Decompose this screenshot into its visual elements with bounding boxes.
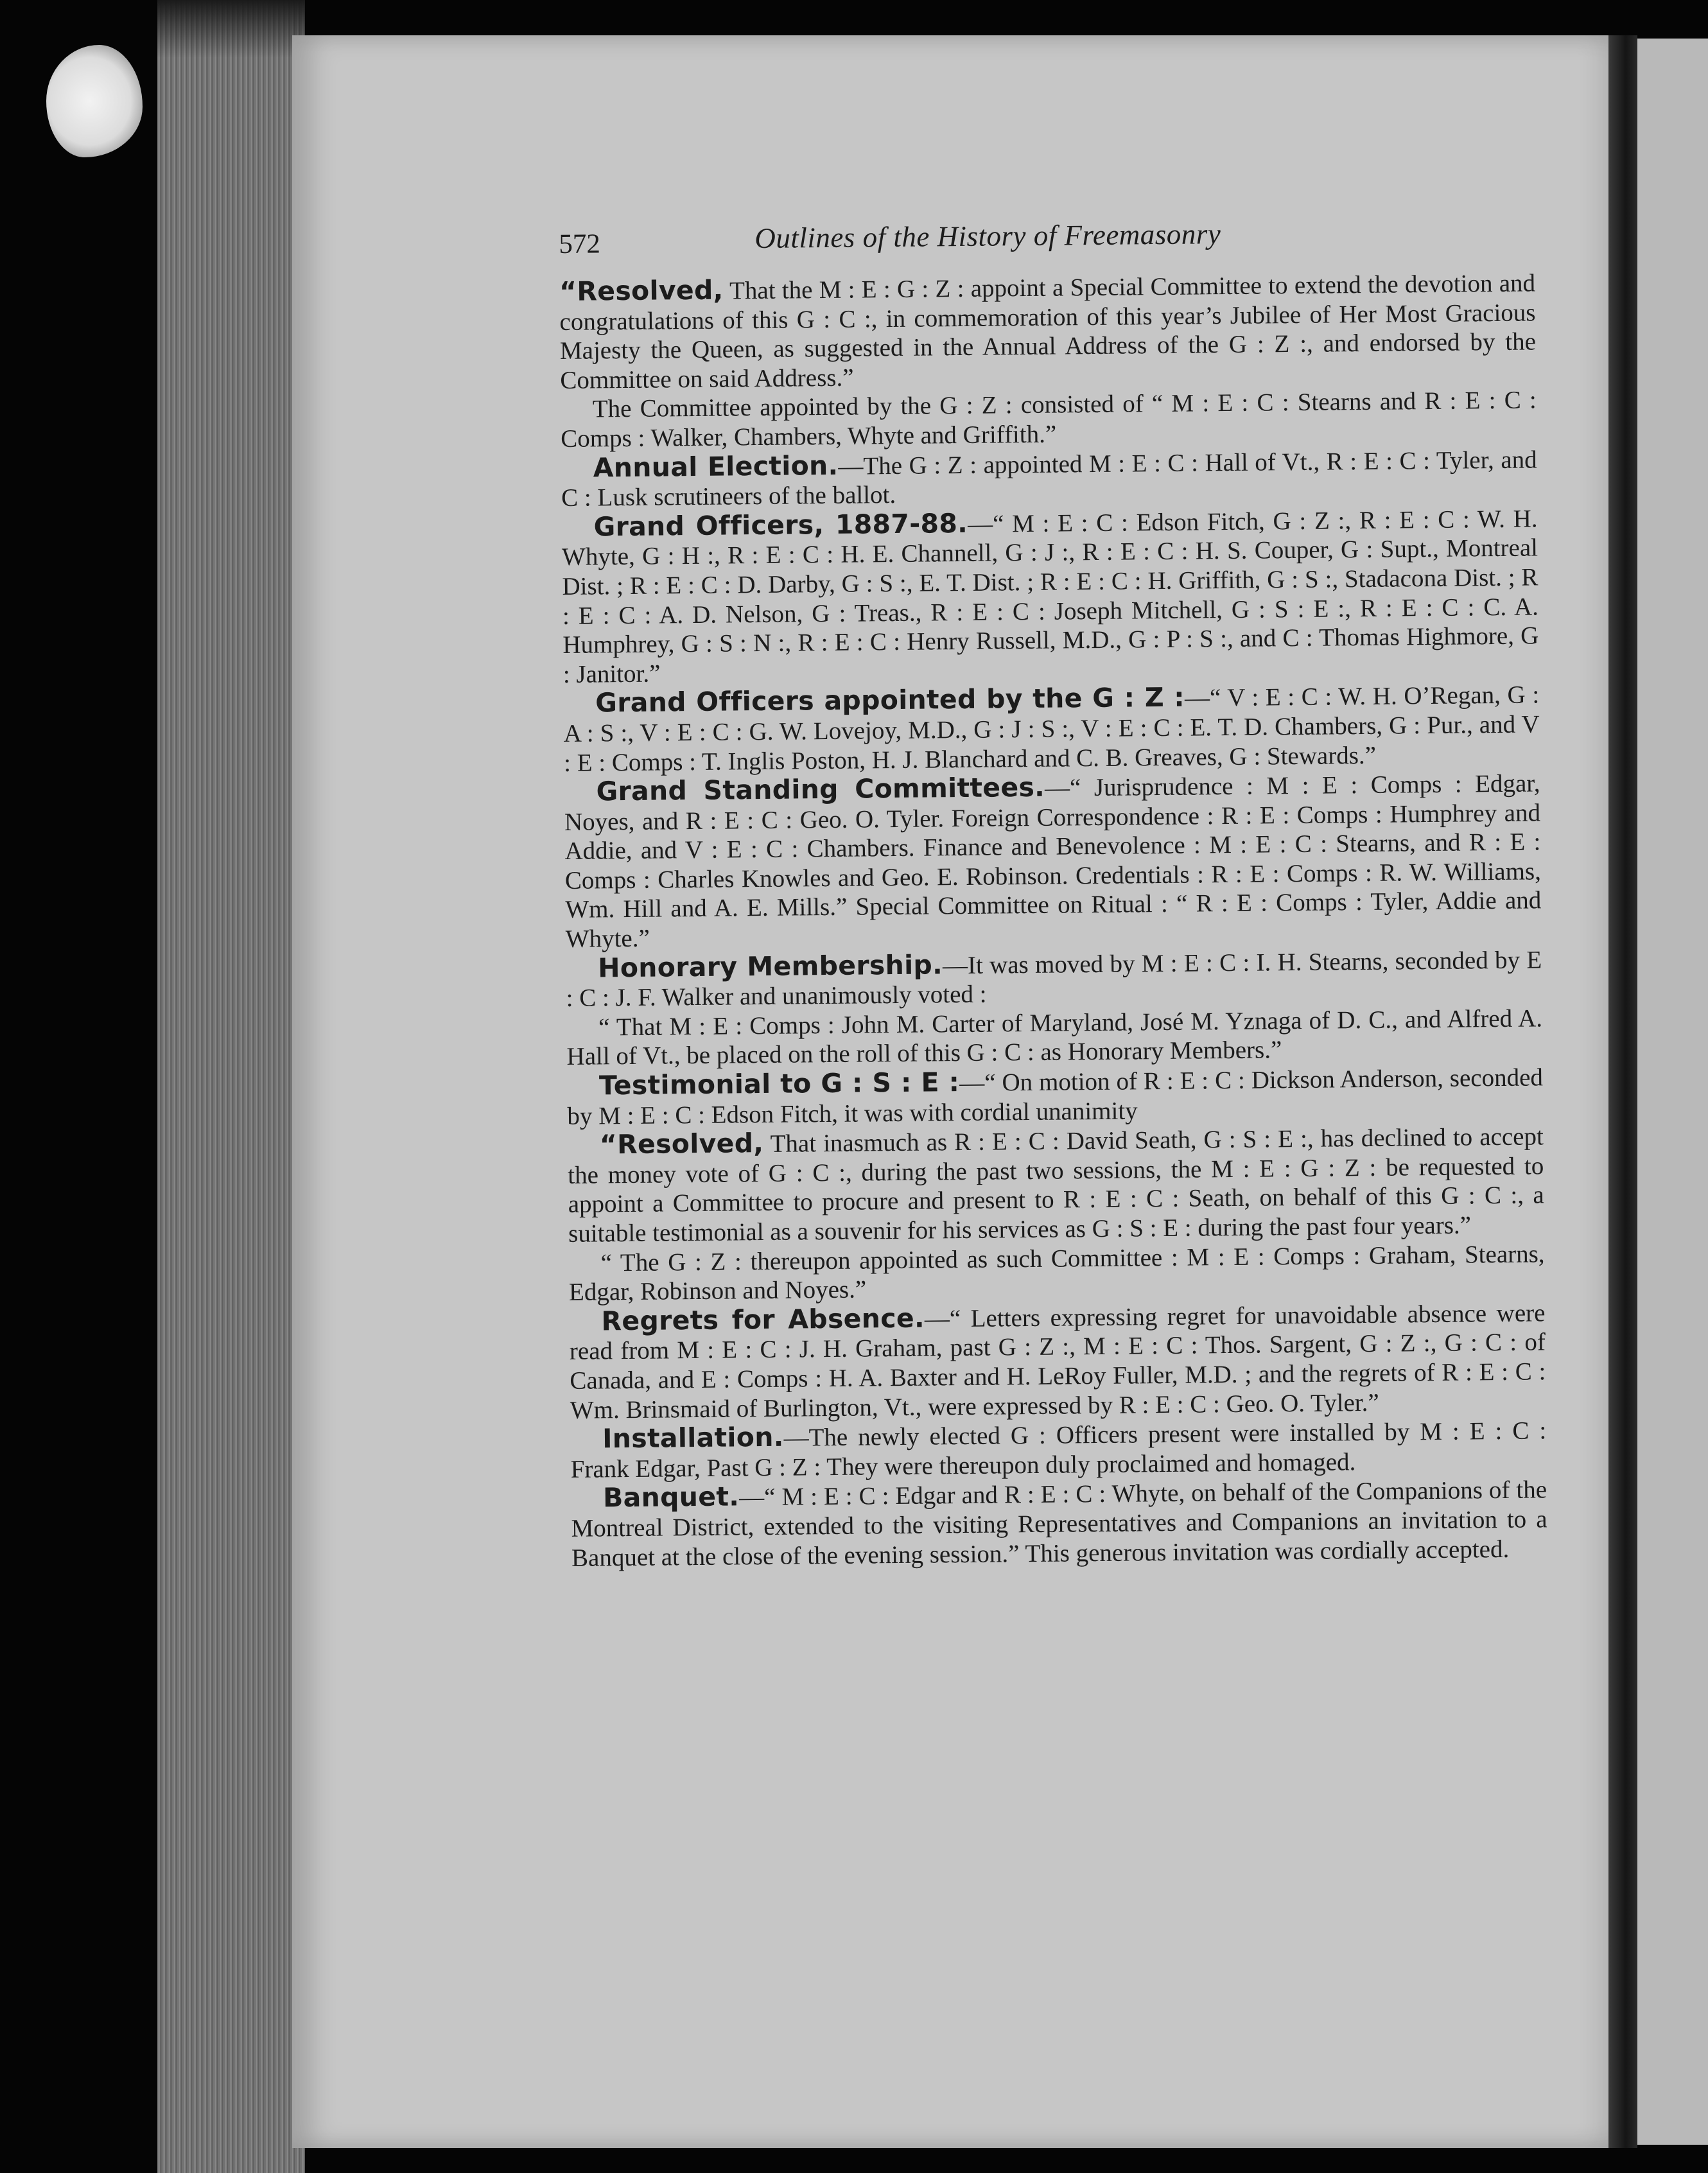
paragraph-heading: “Resolved, [599,1128,764,1160]
paragraph-testimonial [567,1062,1544,1131]
paragraph-resolved-testimonial [568,1122,1545,1249]
paragraph-heading: Grand Officers appointed by the G : Z : [595,681,1185,719]
paragraph-banquet [571,1475,1547,1573]
paragraph-text: —“ M : E : C : Edgar and R : E : C : Whyte, on behalf of the Companions of the Montreal District, extended to the visiting Representatives and Companions an invitation to a Banquet at the close of the evening session.” This generous invitation was cordially accepted. [571,1476,1547,1572]
paragraph-text: “ That M : E : Comps : John M. Carter of Maryland, José M. Yznaga of D. C., and Alfred A. Hall of Vt., be placed on the roll of this G : C : as Honorary Members.” [566,1004,1543,1071]
paragraph-text: The Committee appointed by the G : Z : consisted of “ M : E : C : Stearns and R : E : C : Comps : Walker, Chambers, Whyte and Griffith.” [561,386,1537,453]
facing-page-edge [1637,39,1708,2145]
paragraph-text: —The G : Z : appointed M : E : C : Hall of Vt., R : E : C : Tyler, and C : Lusk scrutineers of the ballot. [561,445,1537,512]
paragraph-resolved-jubilee [559,268,1537,395]
paragraph-annual-election [561,444,1538,513]
paragraph-text: “ The G : Z : thereupon appointed as such Committee : M : E : Comps : Graham, Stearns, Edgar, Robinson and Noyes.” [568,1239,1545,1307]
paragraph-text: That inasmuch as R : E : C : David Seath, G : S : E :, has declined to accept the money vote of G : C :, during the past two sessions, the M : E : G : Z : be requested to appoint a Committee to procure and present to R : E : C : Seath, on behalf of this G : C :, a suitable testimonial as a souvenir for his services as G : S : E : during the past four years.” [568,1122,1544,1248]
paragraph-heading: Testimonial to G : S : E : [598,1067,960,1101]
paper-tear-mark [46,45,143,157]
paragraph-text: —“ Jurisprudence : M : E : Comps : Edgar, Noyes, and R : E : C : Geo. O. Tyler. Foreign Correspondence : R : E : Comps : Humphrey and Addie, and V : E : C : Chambers. Finance and Benevolence : M : E : C : Stearns, and R : E : Comps : Charles Knowles and Geo. E. Robinson. Credentials : R : E : Comps : R. W. Williams, Wm. Hill and A. E. Mills.” Special Committee on Ritual : “ R : E : Comps : Tyler, Addie and Whyte.” [564,769,1542,954]
paragraph-text: —“ V : E : C : W. H. O’Regan, G : A : S :, V : E : C : G. W. Lovejoy, M.D., G : J : S :, V : E : C : E. T. D. Chambers, G : Pur., and V : E : Comps : T. Inglis Poston, H. J. Blanchard and C. B. Greaves, G : Stewards.” [563,681,1540,777]
paragraph-standing-committees [564,768,1542,954]
paragraph-text: —“ Letters expressing regret for unavoidable absence were read from M : E : C : J. H. Graham, past G : Z :, M : E : C : Thos. Sargent, G : Z :, G : C : of Canada, and E : Comps : H. A. Baxter and H. LeRoy Fuller, M.D. ; and the regrets of R : E : C : Wm. Brinsmaid of Burlington, Vt., were expressed by R : E : C : Geo. O. Tyler.” [569,1299,1546,1424]
book-gutter [1608,35,1637,2148]
paragraph-honorary-membership [566,945,1542,1013]
paragraph-heading: Honorary Membership. [597,948,943,984]
paragraph-heading: Annual Election. [593,449,839,484]
paragraph-text: —The newly elected G : Officers present were installed by M : E : C : Frank Edgar, Past G : Z : They were thereupon duly proclaimed and homaged. [570,1417,1547,1483]
paragraph-honorary-members-vote [566,1004,1543,1072]
paragraph-officers-appointed [563,680,1540,778]
page-edges-stack [157,0,305,2173]
paragraph-regrets-for-absence [569,1298,1546,1425]
page-number: 572 [559,229,601,259]
paragraph-heading: Grand Officers, 1887-88. [593,507,968,543]
paragraph-testimonial-committee [568,1239,1545,1307]
page-text-block [559,209,1547,1573]
paragraph-grand-officers [561,503,1539,689]
page-header [559,209,1535,277]
page-edges-shadow [157,0,305,58]
paragraph-installation [570,1415,1547,1484]
paragraph-committee-appointed [561,386,1537,454]
paragraph-text: That the M : E : G : Z : appoint a Special Committee to extend the devotion and congratulations of this G : C :, in commemoration of this year’s Jubilee of Her Most Gracious Majesty the Queen, as suggested in the Annual Address of the G : Z :, and endorsed by the Committee on said Address.” [559,269,1537,394]
paragraph-heading: Regrets for Absence. [601,1302,925,1337]
paragraph-heading: Installation. [602,1421,784,1454]
paragraph-heading: Banquet. [602,1481,740,1514]
paragraph-text: —It was moved by M : E : C : I. H. Stearns, seconded by E : C : J. F. Walker and unanimously voted : [566,946,1542,1013]
running-title: Outlines of the History of Freemasonry [754,218,1221,255]
paragraph-heading: “Resolved, [559,274,724,307]
paragraph-heading: Grand Standing Committees. [596,771,1045,807]
paragraph-text: —“ On motion of R : E : C : Dickson Anderson, seconded by M : E : C : Edson Fitch, it was with cordial unanimity [567,1063,1544,1130]
paragraph-text: —“ M : E : C : Edson Fitch, G : Z :, R : E : C : W. H. Whyte, G : H :, R : E : C : H. E. Channell, G : J :, R : E : C : H. S. Couper, G : Supt., Montreal Dist. ; R : E : C : D. Darby, G : S :, E. T. Dist. ; R : E : C : H. Griffith, G : S :, Stadacona Dist. ; R : E : C : A. D. Nelson, G : Treas., R : E : C : Joseph Mitchell, G : S : E :, R : E : C : C. A. Humphrey, G : S : N :, R : E : C : Henry Russell, M.D., G : P : S :, and C : Thomas Highmore, G : Janitor.” [561,505,1539,688]
